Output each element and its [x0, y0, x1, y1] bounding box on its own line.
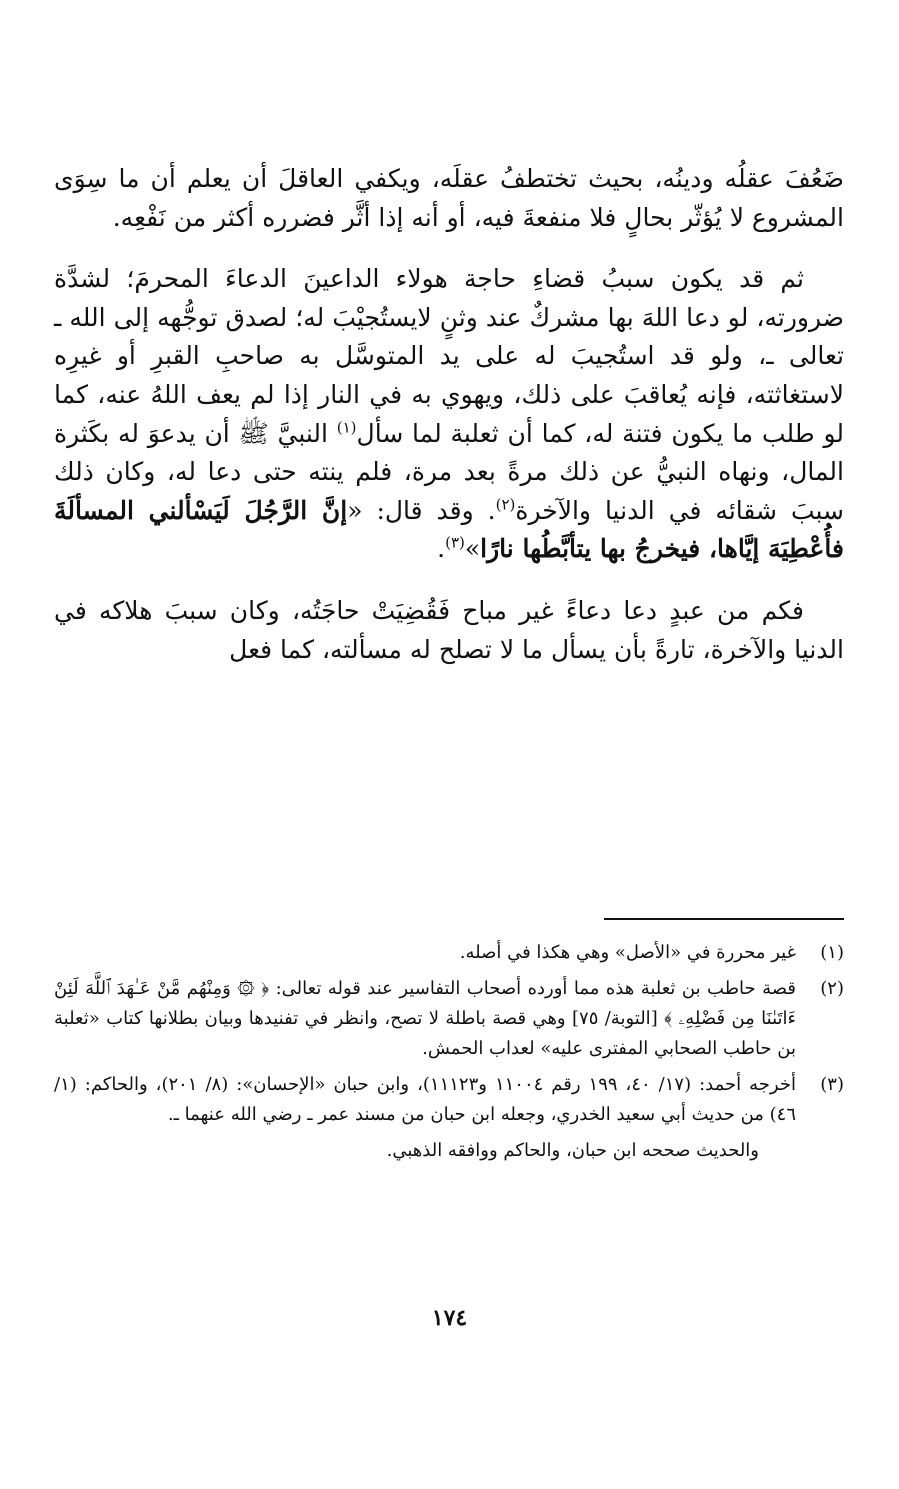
page-number: ١٧٤: [431, 1305, 468, 1331]
footnote-text: غير محررة في «الأصل» وهي هكذا في أصله.: [459, 942, 796, 963]
hadith-quote: إنَّ الرَّجُلَ لَيَسْألني المسألَةَ فأُعْطِيَهَ إيَّاها، فيخرجُ بها يتأبَّطُها نارًا: [54, 495, 844, 564]
footnote-3: [54, 1070, 844, 1130]
footnote-number: (١): [820, 942, 844, 963]
footnote-ref-2[interactable]: (٢): [495, 495, 516, 514]
footnote-text: قصة حاطب بن ثعلبة هذه مما أورده أصحاب التفاسير عند قوله تعالى: ﴿ ۞ وَمِنْهُم مَّنْ عَـٰهَدَ ٱللَّهَ لَئِنْ ءَاتَىٰنَا مِن فَضْلِهِۦ ﴾ [التوبة/ ٧٥] وهي قصة باطلة لا تصح، وانظر في تفنيدها وبيان بطلانها كتاب «ثعلبة بن حاطب الصحابي المفترى عليه» لعداب الحمش.: [54, 978, 797, 1059]
footnote-text: أخرجه أحمد: (١٧/ ٤٠، ١٩٩ رقم ١١٠٠٤ و١١١٢٣)، وابن حبان «الإحسان»: (٨/ ٢٠١)، والحاكم: (١/ ٤٦) من حديث أبي سعيد الخدري، وجعله ابن حبان من مسند عمر ـ رضي الله عنهما ـ.: [54, 1074, 796, 1125]
footnote-ref-1[interactable]: (١): [336, 418, 357, 437]
paragraph-2-part-e: .: [437, 534, 446, 564]
footnote-1: [54, 938, 844, 968]
paragraph-1: ضَعُفَ عقلُه ودينُه، بحيث تختطفُ عقلَه، ويكفي العاقلَ أن يعلم أن ما سِوَى المشروع لا يُؤثّر بحالٍ فلا منفعةَ فيه، أو أنه إذا أثَّر فضرره أكثر من نَفْعِه.: [54, 164, 844, 232]
main-text: [54, 160, 844, 669]
paragraph-2-part-a: ثم قد يكون سببُ قضاءِ حاجة هولاء الداعينَ الدعاءَ المحرمَ؛ لشدَّة ضرورته، لو دعا اللهَ بها مشركٌ عند وثنٍ لايستُجيْبَ له؛ لصدق توجُّهه إلى الله ـ تعالى ـ، ولو قد استُجيبَ له على يد المتوسَّل به صاحبِ القبرِ أو غيرِه لاستغاثته، فإنه يُعاقبَ على ذلك، ويهوي به في النار إذا لم يعف اللهُ عنه، كما لو طلب ما يكون فتنة له، كما أن ثعلبة لما سأل: [54, 264, 844, 448]
footnote-number: (٢): [820, 978, 844, 999]
paragraph-2: [54, 260, 844, 569]
paragraph-2-part-c: . وقد قال: «: [347, 495, 496, 525]
footnote-3-continuation: والحديث صححه ابن حبان، والحاكم ووافقه الذهبي.: [386, 1140, 759, 1161]
footnote-ref-3[interactable]: (٣): [445, 534, 465, 553]
paragraph-2-part-d: »: [464, 534, 481, 564]
footnote-divider: [604, 918, 844, 920]
footnotes: [54, 938, 844, 1166]
footnote-number: (٣): [820, 1074, 844, 1095]
paragraph-2-part-b: النبيَّ ﷺ أن يدعوَ له بكَثرة المال، ونهاه النبيُّ عن ذلك مرةً بعد مرة، فلم ينته حتى دعا له، وكان ذلك سببَ شقائه في الدنيا والآخرة: [54, 418, 844, 525]
footnote-2: [54, 974, 844, 1064]
paragraph-3: فكم من عبدٍ دعا دعاءً غير مباح فَقُضِيَتْ حاجَتُه، وكان سببَ هلاكه في الدنيا والآخرة، تارةً بأن يسأل ما لا تصلح له مسألته، كما فعل: [54, 595, 844, 664]
